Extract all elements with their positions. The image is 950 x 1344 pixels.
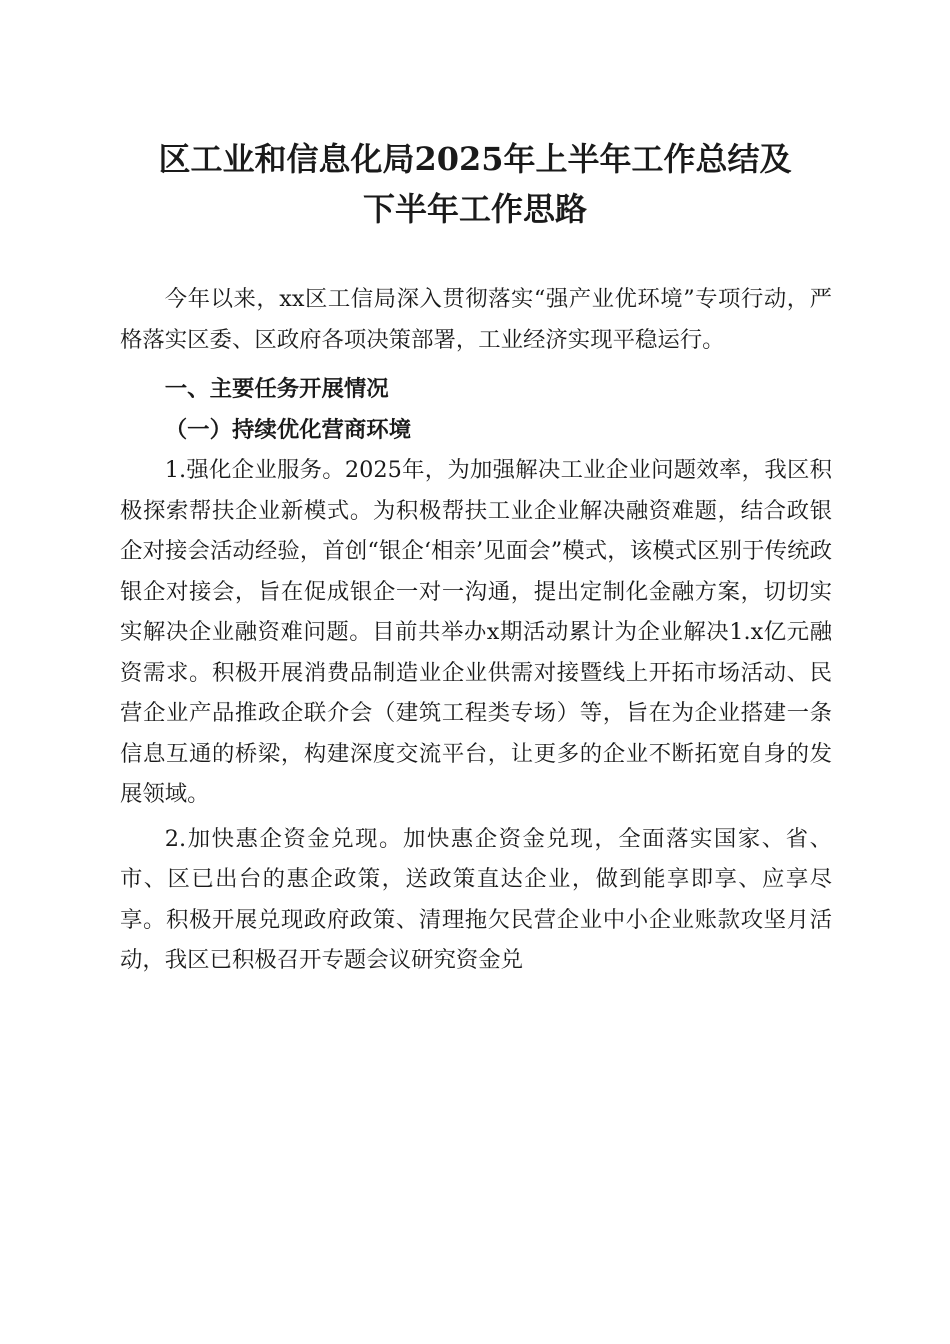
intro-paragraph: 今年以来，xx区工信局深入贯彻落实“强产业优环境”专项行动，严格落实区委、区政府各项决策部署，工业经济实现平稳运行。 [120,286,832,353]
subsection-heading: （一）持续优化营商环境 [164,416,412,443]
item-paragraph-1: 1.强化企业服务。2025年，为加强解决工业企业问题效率，我区积极探索帮扶企业新模式。为积极帮扶工业企业解决融资难题，结合政银企对接会活动经验，首创“银企‘相亲’见面会”模式，该模式区别于传统政银企对接会，旨在促成银企一对一沟通，提出定制化金融方案，切切实实解决企业融资难问题。目前共举办x期活动累计为企业解决1.x亿元融资需求。积极开展消费品制造业企业供需对接暨线上开拓市场活动、民营企业产品推政企联介会（建筑工程类专场）等，旨在为企业搭建一条信息互通的桥梁，构建深度交流平台，让更多的企业不断拓宽自身的发展领域。 [120,457,832,807]
document-body [120,279,832,981]
title-line-2: 下半年工作思路 [362,190,587,228]
title-line-1: 区工业和信息化局2025年上半年工作总结及 [158,140,792,178]
document-title [110,134,840,234]
item-paragraph-2: 2.加快惠企资金兑现。加快惠企资金兑现，全面落实国家、省、市、区已出台的惠企政策，送政策直达企业，做到能享即享、应享尽享。积极开展兑现政府政策、清理拖欠民营企业中小企业账款攻坚月活动，我区已积极召开专题会议研究资金兑 [120,825,832,973]
section-heading: 一、主要任务开展情况 [164,376,389,402]
